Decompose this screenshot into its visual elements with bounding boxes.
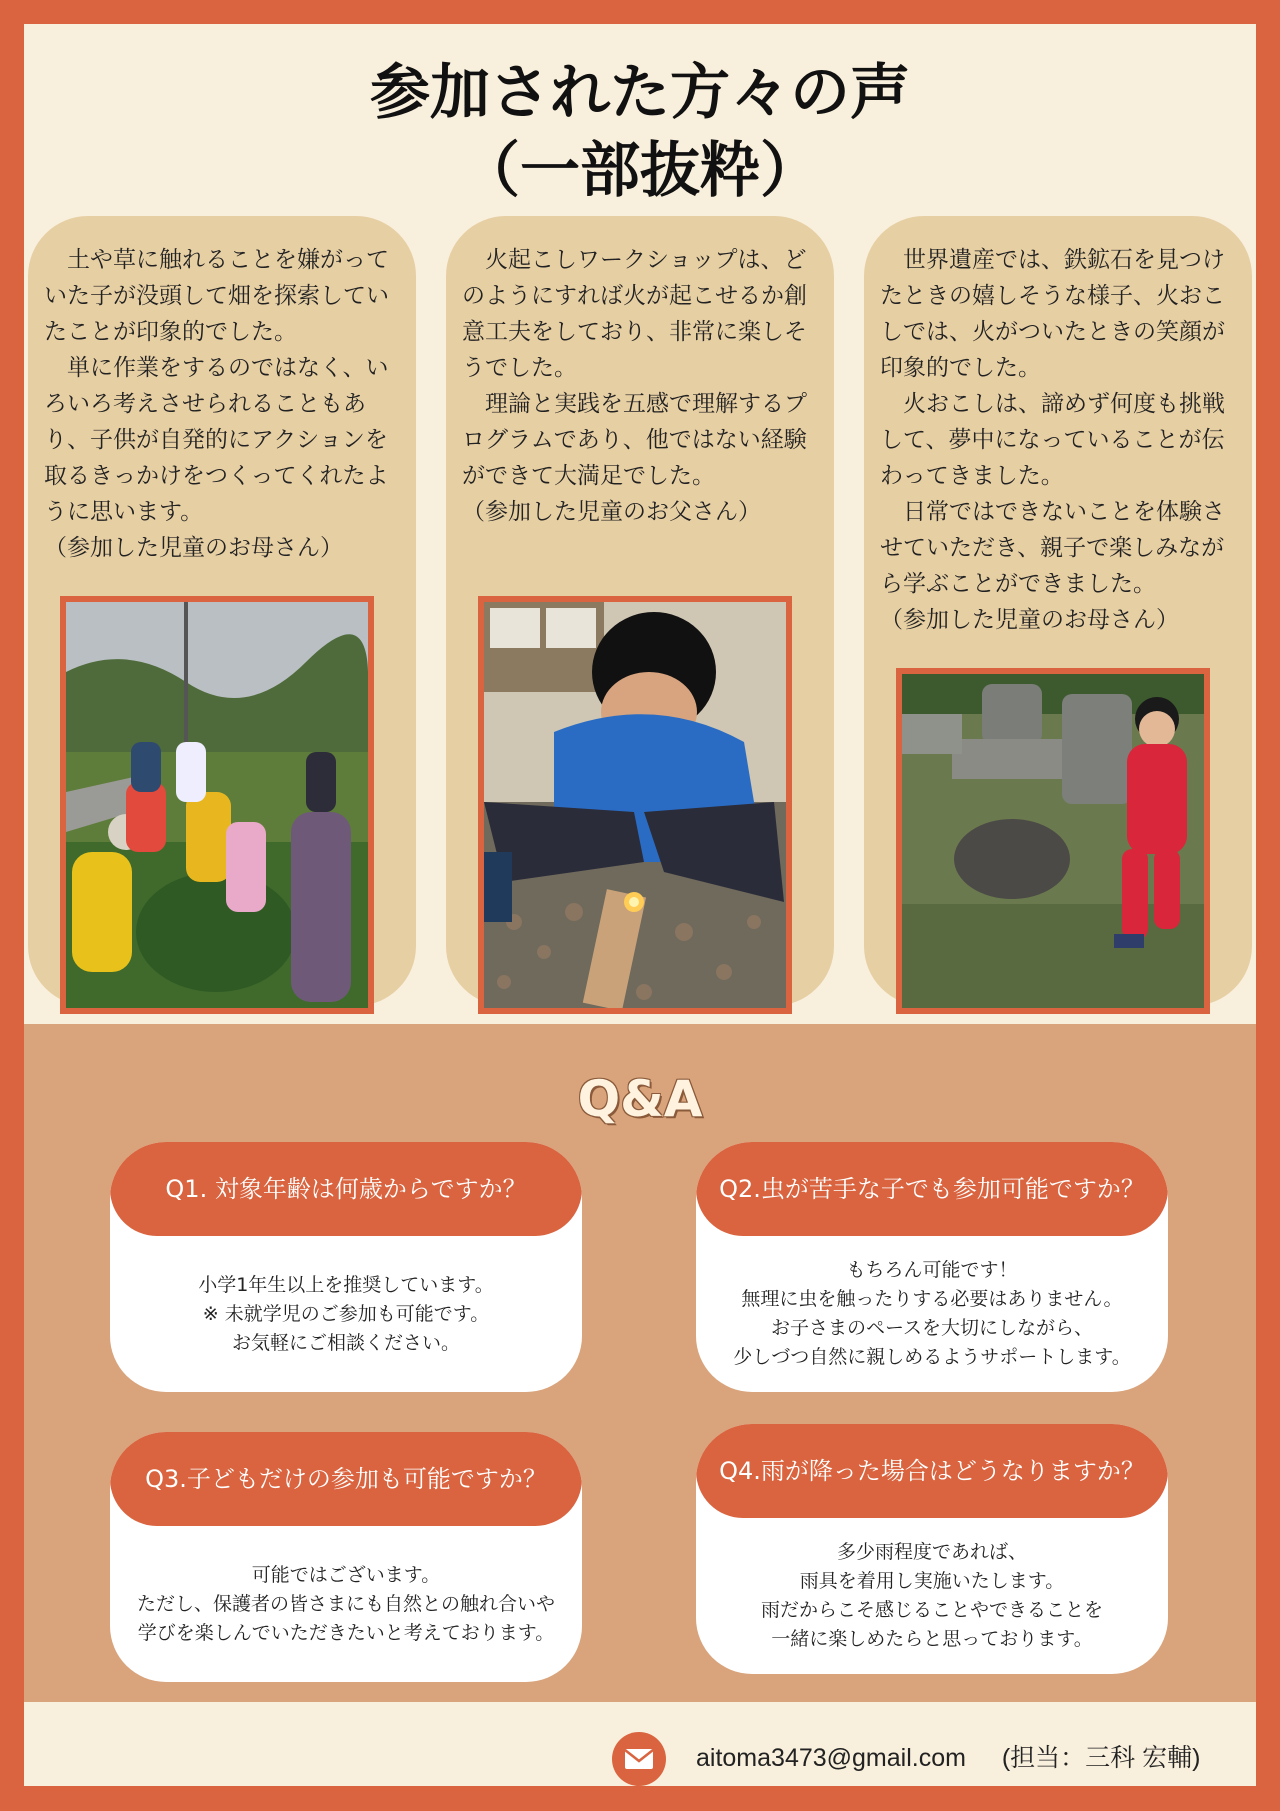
heritage-photo-illustration: [902, 674, 1204, 1008]
question-4: Q4.雨が降った場合はどうなりますか？: [696, 1424, 1168, 1518]
voice-text-1: 土や草に触れることを嫌がっていた子が没頭して畑を探索していたことが印象的でした。 単に作業をするのではなく、いろいろ考えさせられることもあり、子供が自発的にアクションを取るきっかけをつくってくれたように思います。 （参加した児童のお母さん）: [44, 247, 389, 561]
answer-1: 小学1年生以上を推奨しています。 ※ 未就学児のご参加も可能です。 お気軽にご相談ください。: [198, 1273, 494, 1354]
answer-3: 可能ではございます。 ただし、保護者の皆さまにも自然との触れ合いや 学びを楽しんでいただきたいと考えております。: [136, 1563, 555, 1644]
question-3: Q3.子どもだけの参加も可能ですか？: [110, 1432, 582, 1526]
poster: [24, 24, 1256, 1786]
photo-fire-workshop: [478, 596, 792, 1014]
qa-card-1: [110, 1142, 582, 1392]
voice-card-3: [864, 216, 1252, 1006]
voice-text-3: 世界遺産では、鉄鉱石を見つけたときの嬉しそうな様子、火おこしでは、火がついたときの笑顔が印象的でした。 火おこしは、諦めず何度も挑戦して、夢中になっていることが伝わってきました。 日常ではできないことを体験させていただき、親子で楽しみながら学ぶことができました。 （参加した児童のお母さん）: [880, 247, 1225, 633]
email-link[interactable]: aitoma3473@gmail.com: [696, 1744, 966, 1772]
qa-card-4: [696, 1424, 1168, 1674]
contact-person: (担当：三科 宏輔): [1001, 1744, 1201, 1772]
mail-icon[interactable]: [612, 1732, 666, 1786]
answer-4: 多少雨程度であれば、 雨具を着用し実施いたします。 雨だからこそ感じることやできることを 一緒に楽しめたらと思っております。: [760, 1541, 1103, 1650]
voice-card-1: [28, 216, 416, 1006]
qa-section: [24, 1024, 1256, 1702]
answer-2: もちろん可能です！ 無理に虫を触ったりする必要はありません。 お子さまのペースを大切にしながら、 少しづつ自然に親しめるようサポートします。: [733, 1259, 1131, 1368]
qa-card-2: [696, 1142, 1168, 1392]
voice-text-2: 火起こしワークショップは、どのようにすれば火が起こせるか創意工夫をしており、非常に楽しそうでした。 理論と実践を五感で理解するプログラムであり、他ではない経験ができて大満足でした。 （参加した児童のお父さん）: [462, 247, 807, 525]
voice-card-2: [446, 216, 834, 1006]
field-photo-illustration: [66, 602, 368, 1008]
footer: [24, 1724, 1256, 1786]
page-title: [24, 54, 1256, 210]
title-line-2: （一部抜粋）: [460, 136, 820, 206]
question-2: Q2.虫が苦手な子でも参加可能ですか？: [696, 1142, 1168, 1236]
contact-info: [696, 1738, 1200, 1774]
photo-world-heritage: [896, 668, 1210, 1014]
fire-photo-illustration: [484, 602, 786, 1008]
question-1: Q1. 対象年齢は何歳からですか？: [110, 1142, 582, 1236]
qa-heading: Q&A: [577, 1070, 703, 1128]
title-line-1: 参加された方々の声: [370, 58, 910, 128]
qa-card-3: [110, 1432, 582, 1682]
photo-field-exploration: [60, 596, 374, 1014]
